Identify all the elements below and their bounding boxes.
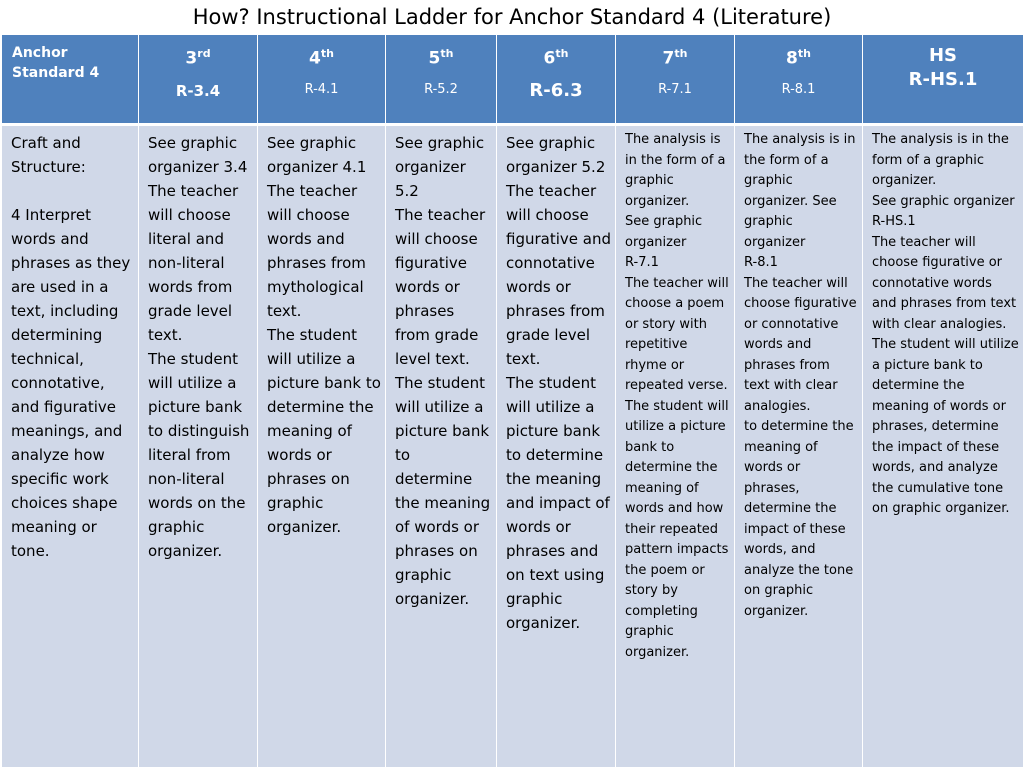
grade-number: 6 <box>543 48 556 69</box>
grade-code: R-HS.1 <box>908 69 978 90</box>
grade-code: R-6.3 <box>529 79 583 101</box>
header-grade-3 <box>139 35 258 125</box>
cell-text: The analysis is in the form of a graphic organizer. See graphic organizer R-8.1 The teacher will choose figurative or connotative words and phrases from text with clear analogies. to determine the meaning of words or phrases, determine the impact of these words, and analyze the tone on graphic organizer. <box>744 132 857 619</box>
grade-code: R-5.2 <box>424 81 458 97</box>
anchor-description: Craft and Structure: 4 Interpret words and phrases as they are used in a text, including determining technical, connotative, and figurative meanings, and analyze how specific work choices shape meaning or tone. <box>11 134 131 560</box>
grade-suffix: th <box>440 47 454 60</box>
header-anchor-cell <box>2 35 139 125</box>
table-row <box>2 125 1024 768</box>
cell-text: See graphic organizer 5.2 The teacher will choose figurative words or phrases from grade level text. The student will utilize a picture bank to determine the meaning of words or phrases on graphic organizer. <box>395 134 491 608</box>
instructional-ladder-table <box>1 34 1024 768</box>
grade-code: R-7.1 <box>658 81 692 97</box>
cell-text: See graphic organizer 3.4 The teacher will choose literal and non-literal words from grade level text. The student will utilize a picture bank to distinguish literal from non-literal words on the graphic organizer. <box>148 134 250 560</box>
header-grade-hs <box>863 35 1024 125</box>
grade-7-cell <box>616 125 735 768</box>
grade-number: 4 <box>309 48 321 69</box>
grade-number: 8 <box>786 48 798 69</box>
cell-text: See graphic organizer 5.2 The teacher will choose figurative and connotative words or phrases from grade level text. The student will utilize a picture bank to determine the meaning and impact of words or phrases and on text using graphic organizer. <box>506 134 611 632</box>
cell-text: The analysis is in the form of a graphic organizer. See graphic organizer R-HS.1 The teacher will choose figurative or connotative words and phrases from text with clear analogies. The student will utilize a picture bank to determine the meaning of words or phrases, determine the impact of these words, and analyze the cumulative tone on graphic organizer. <box>872 132 1019 516</box>
header-anchor-label: Anchor Standard 4 <box>12 45 100 81</box>
header-grade-6 <box>497 35 616 125</box>
header-row <box>2 35 1024 125</box>
cell-text: The analysis is in the form of a graphic organizer. See graphic organizer R-7.1 The teacher will choose a poem or story with repetitive rhyme or repeated verse. The student will utilize a picture bank to determine the meaning of words and how their repeated pattern impacts the poem or story by completing graphic organizer. <box>625 132 729 660</box>
grade-6-cell <box>497 125 616 768</box>
grade-suffix: rd <box>197 47 211 60</box>
grade-number: 3 <box>185 48 198 69</box>
cell-text: See graphic organizer 4.1 The teacher will choose words and phrases from mythological text. The student will utilize a picture bank to determine the meaning of words or phrases on graphic organizer. <box>267 134 381 536</box>
grade-suffix: th <box>555 47 569 60</box>
grade-number: 7 <box>662 48 675 69</box>
grade-8-cell <box>735 125 863 768</box>
grade-number: 5 <box>428 48 441 69</box>
header-grade-5 <box>386 35 497 125</box>
grade-5-cell <box>386 125 497 768</box>
anchor-description-cell <box>2 125 139 768</box>
grade-code: R-3.4 <box>175 81 221 100</box>
header-grade-4 <box>258 35 386 125</box>
grade-suffix: th <box>320 47 334 60</box>
grade-hs-label: HS <box>928 45 958 66</box>
grade-hs-cell <box>863 125 1024 768</box>
grade-code: R-4.1 <box>304 81 339 97</box>
grade-suffix: th <box>797 47 811 60</box>
header-grade-7 <box>616 35 735 125</box>
grade-4-cell <box>258 125 386 768</box>
grade-code: R-8.1 <box>781 81 816 97</box>
grade-suffix: th <box>674 47 688 60</box>
header-grade-8 <box>735 35 863 125</box>
grade-3-cell <box>139 125 258 768</box>
page-title: How? Instructional Ladder for Anchor Standard 4 (Literature) <box>192 5 832 29</box>
